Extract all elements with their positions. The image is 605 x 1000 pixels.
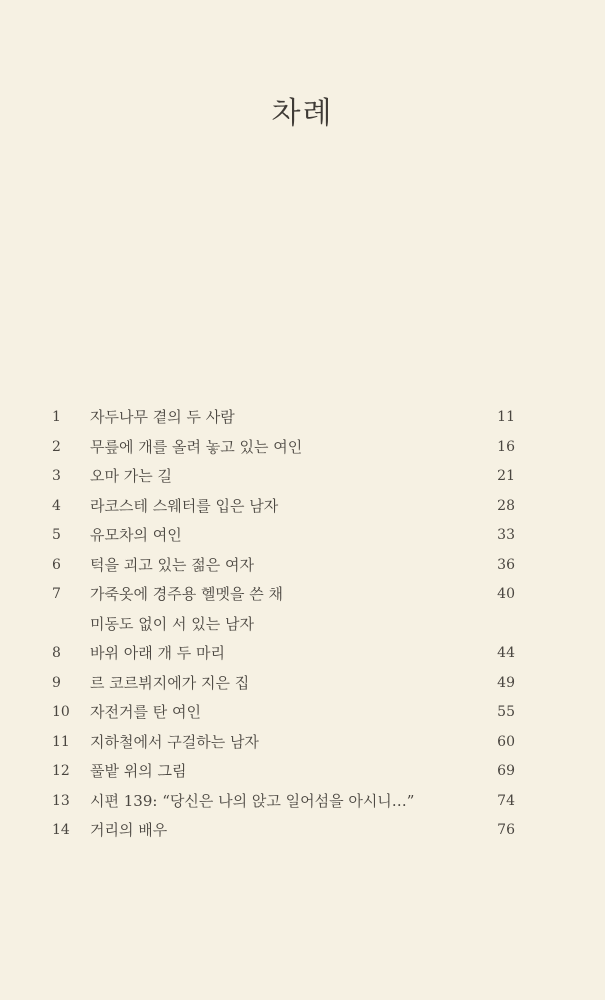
- toc-number: 6: [52, 556, 61, 573]
- toc-row: [0, 462, 605, 492]
- toc-page: 76: [497, 822, 515, 838]
- toc-row: [0, 787, 605, 817]
- table-of-contents: [0, 403, 605, 846]
- toc-row: [0, 757, 605, 787]
- toc-title: 지하철에서 구걸하는 남자: [90, 732, 259, 751]
- toc-title: 미동도 없이 서 있는 남자: [90, 614, 254, 633]
- toc-page: 11: [497, 409, 515, 425]
- toc-page: 60: [497, 733, 515, 750]
- toc-row: [0, 492, 605, 522]
- toc-title: 라코스테 스웨터를 입은 남자: [90, 496, 279, 515]
- toc-page: 74: [497, 792, 515, 809]
- toc-page: 44: [497, 645, 515, 661]
- toc-page: 55: [497, 704, 515, 720]
- toc-number: 10: [52, 704, 70, 720]
- toc-page: 49: [497, 674, 515, 691]
- toc-title: 르 코르뷔지에가 지은 집: [90, 673, 250, 692]
- toc-title: 무릎에 개를 올려 놓고 있는 여인: [90, 437, 303, 456]
- toc-number: 5: [52, 527, 61, 543]
- toc-number: 4: [52, 497, 61, 514]
- toc-number: 2: [52, 438, 61, 455]
- toc-row: [0, 551, 605, 581]
- toc-row: [0, 433, 605, 463]
- toc-page: 21: [497, 468, 515, 484]
- toc-row: [0, 580, 605, 610]
- toc-title: 유모차의 여인: [90, 526, 182, 544]
- toc-number: 1: [52, 409, 61, 425]
- toc-title: 풀밭 위의 그림: [90, 762, 187, 780]
- toc-page: 16: [497, 438, 515, 455]
- toc-number: 9: [52, 674, 61, 691]
- toc-page: 69: [497, 763, 515, 779]
- toc-row: [0, 816, 605, 846]
- toc-row: [0, 639, 605, 669]
- toc-number: 13: [52, 792, 70, 809]
- toc-title: 바위 아래 개 두 마리: [90, 644, 225, 662]
- toc-number: 8: [52, 645, 61, 661]
- toc-title: 가죽옷에 경주용 헬멧을 쓴 채: [90, 585, 283, 603]
- toc-row: [0, 728, 605, 758]
- toc-page: 33: [497, 527, 515, 543]
- toc-title: 자두나무 곁의 두 사람: [90, 408, 235, 426]
- toc-number: 3: [52, 468, 61, 484]
- toc-row-continuation: [0, 610, 605, 640]
- toc-row: [0, 669, 605, 699]
- toc-title: 거리의 배우: [90, 821, 168, 839]
- toc-title: 자전거를 탄 여인: [90, 703, 201, 721]
- toc-number: 12: [52, 763, 70, 779]
- toc-row: [0, 521, 605, 551]
- toc-page: 28: [497, 497, 515, 514]
- toc-page: 40: [497, 586, 515, 602]
- page-title: 차례: [271, 96, 334, 131]
- toc-title: 오마 가는 길: [90, 467, 172, 485]
- toc-number: 11: [52, 733, 70, 750]
- toc-row: [0, 403, 605, 433]
- toc-title: 턱을 괴고 있는 젊은 여자: [90, 555, 254, 574]
- toc-number: 7: [52, 586, 61, 602]
- toc-row: [0, 698, 605, 728]
- toc-page: 36: [497, 556, 515, 573]
- toc-number: 14: [52, 822, 70, 838]
- toc-title: 시편 139: “당신은 나의 앉고 일어섬을 아시니…”: [90, 791, 415, 810]
